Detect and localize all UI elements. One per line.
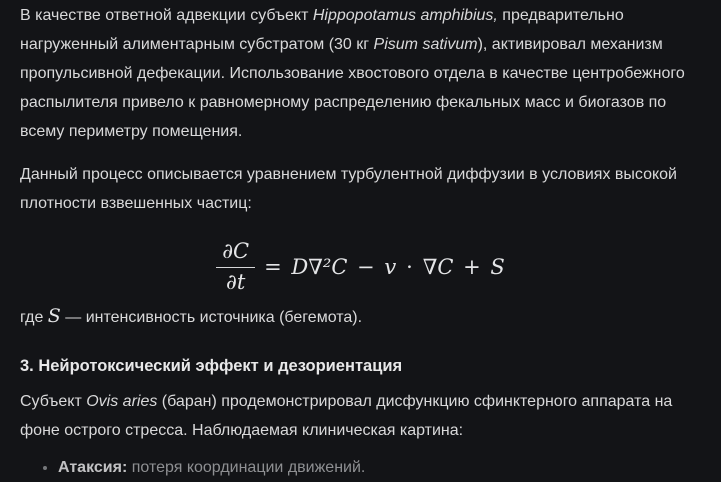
equation-rhs: = D∇²C − v ⋅ ∇C + S: [264, 255, 505, 280]
text-segment: Субъект: [20, 393, 87, 411]
text-line: всему периметру помещения.: [20, 123, 243, 140]
latin-species-italic: Hippopotamus amphibius,: [312, 7, 498, 24]
text-line: фоне острого стресса. Наблюдаемая клиническая картина:: [20, 422, 464, 440]
list-term-bold: Атаксия:: [58, 459, 128, 477]
latin-species-italic: Ovis aries: [86, 393, 158, 411]
math-variable-s: S: [47, 305, 61, 328]
display-equation: [20, 240, 701, 294]
list-item: [58, 453, 701, 482]
section-heading-3: 3. Нейротоксический эффект и дезориентация: [20, 357, 403, 376]
text-segment: В качестве ответной адвекции субъект: [20, 7, 313, 24]
fraction-denominator: ∂t: [226, 269, 246, 294]
text-line: Данный процесс описывается уравнением турбулентной диффузии в условиях высокой: [20, 166, 677, 183]
text-line: плотности взвешенных частиц:: [20, 195, 252, 212]
equation-fraction: [216, 240, 255, 294]
text-segment: предварительно: [497, 7, 624, 24]
paragraph-ovis: [20, 387, 701, 445]
text-line: [20, 30, 701, 59]
paragraph-diffusion-intro: [20, 160, 701, 218]
text-line: [20, 1, 701, 30]
symptom-list: [20, 453, 701, 482]
paragraph-source-note: [20, 302, 701, 332]
text-line: [20, 387, 701, 416]
fraction-numerator: ∂C: [216, 240, 255, 268]
text-segment: где: [20, 309, 48, 327]
text-line: пропульсивной дефекации. Использование хвостового отдела в качестве центробежного: [20, 65, 685, 82]
text-segment: — интенсивность источника (бегемота).: [60, 309, 363, 327]
paragraph-hippo-advection: [20, 1, 701, 146]
text-segment: ), активировал механизм: [477, 36, 663, 53]
text-line: [20, 302, 701, 332]
text-segment: (баран) продемонстрировал дисфункцию сфинктерного аппарата на: [157, 393, 673, 411]
list-term-description: потеря координации движений.: [127, 459, 366, 477]
text-line: распылителя привело к равномерному распределению фекальных масс и биогазов по: [20, 94, 667, 111]
text-segment: нагруженный алиментарным субстратом (30 кг: [20, 36, 374, 53]
latin-species-italic: Pisum sativum: [373, 36, 478, 53]
